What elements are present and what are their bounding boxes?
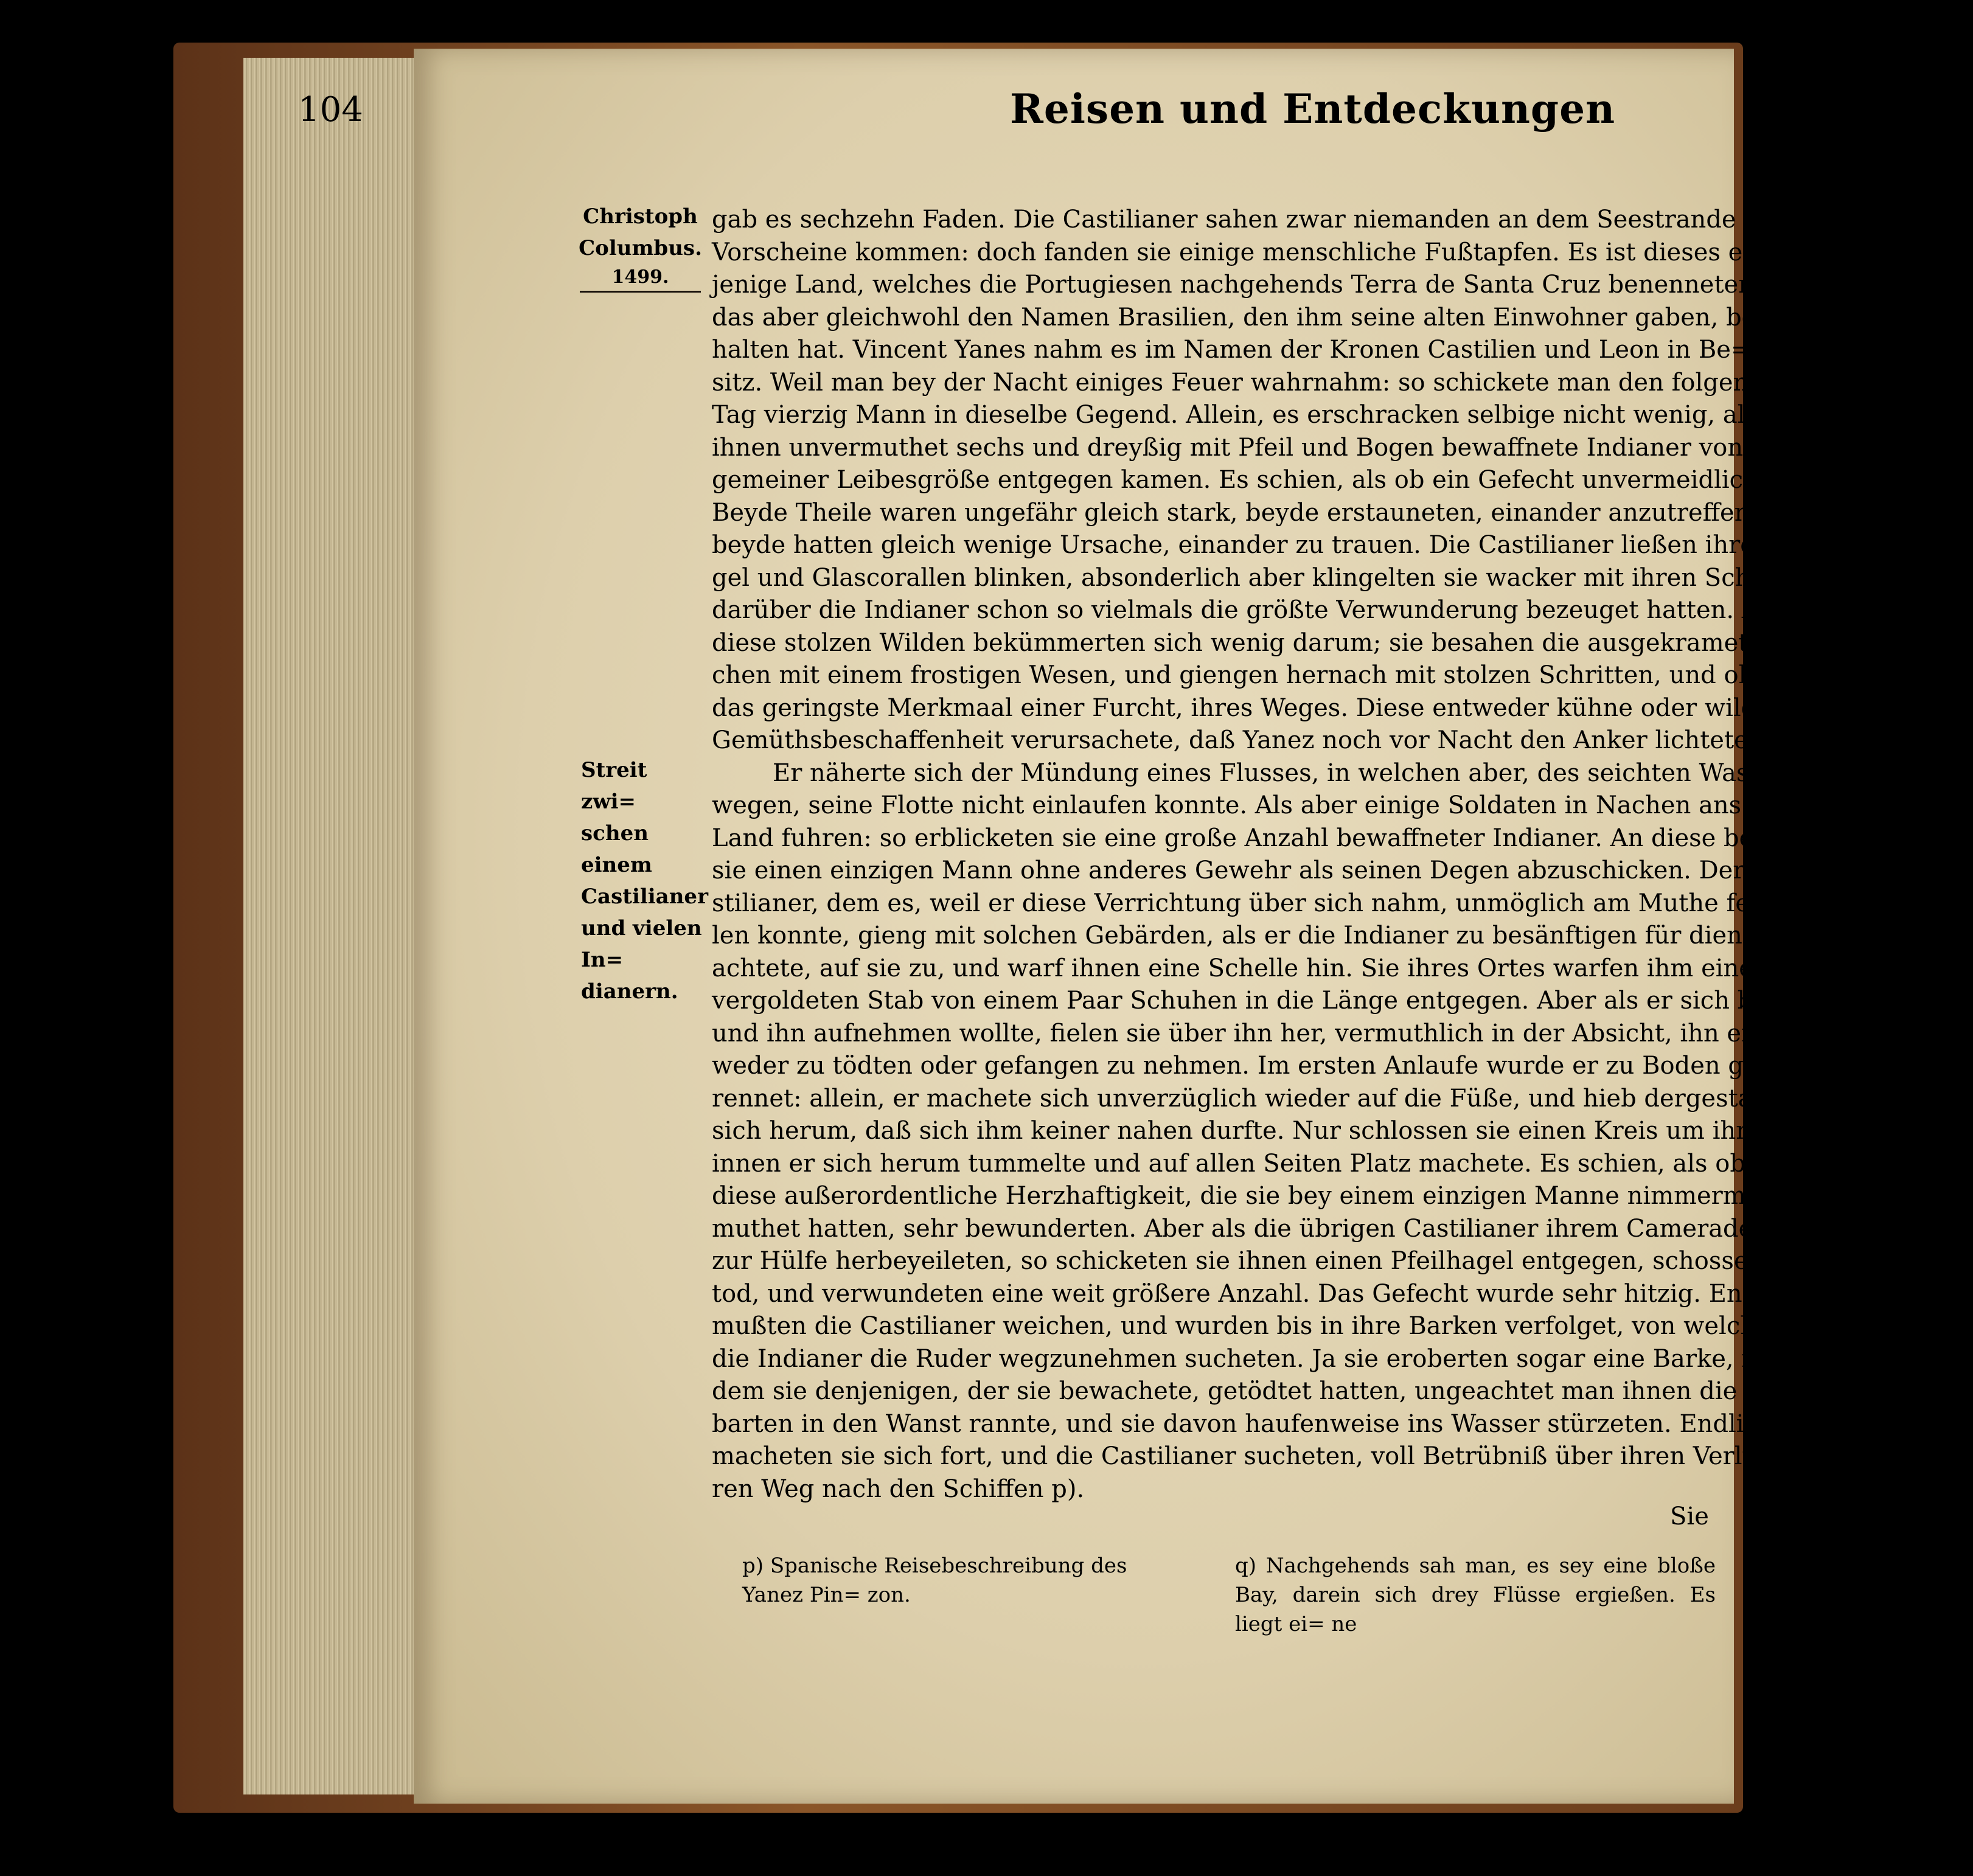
text-line: diese außerordentliche Herzhaftigkeit, die sie bey einem einzigen Manne nimmermehr ver= xyxy=(712,1182,1856,1210)
text-line: die Indianer die Ruder wegzunehmen sucheten. Ja sie eroberten sogar eine Barke, nach= xyxy=(712,1344,1822,1373)
margin-note-line: Columbus. xyxy=(579,236,702,260)
text-line: barten in den Wanst rannte, und sie davon haufenweise ins Wasser stürzeten. Endlich xyxy=(712,1409,1773,1438)
text-line: sich herum, daß sich ihm keiner nahen durfte. Nur schlossen sie einen Kreis um ihn, dar= xyxy=(712,1117,1829,1145)
margin-note-line: Castilianer xyxy=(581,884,708,909)
text-line: weder zu tödten oder gefangen zu nehmen. Im ersten Anlaufe wurde er zu Boden ge= xyxy=(712,1052,1779,1080)
text-line: Land fuhren: so erblicketen sie eine große Anzahl bewaffneter Indianer. An diese beschlossen xyxy=(712,824,1873,852)
text-line: sie einen einzigen Mann ohne anderes Gewehr als seinen Degen abzuschicken. Der Ca= xyxy=(712,856,1806,884)
text-line: zur Hülfe herbeyeileten, so schicketen sie ihnen einen Pfeilhagel entgegen, schossen acht bis zehn xyxy=(712,1247,1935,1275)
text-line: halten hat. Vincent Yanes nahm es im Namen der Kronen Castilien und Leon in Be= xyxy=(712,336,1752,364)
text-line: das aber gleichwohl den Namen Brasilien, den ihm seine alten Einwohner gaben, beybe= xyxy=(712,303,1820,332)
text-line: rennet: allein, er machete sich unverzüglich wieder auf die Füße, und hieb dergestalt um xyxy=(712,1084,1817,1113)
footnote-p: p) Spanische Reisebeschreibung des Yanez Pin= zon. xyxy=(742,1554,1127,1607)
text-line: chen mit einem frostigen Wesen, und giengen hernach mit stolzen Schritten, und ohne xyxy=(712,661,1784,689)
body-text xyxy=(712,204,1973,1506)
margin-note-line: und vielen In= xyxy=(581,916,702,972)
text-line: vergoldeten Stab von einem Paar Schuhen in die Länge entgegen. Aber als er sich bückete xyxy=(712,987,1836,1015)
margin-note-christoph xyxy=(575,201,706,293)
text-line: gel und Glascorallen blinken, absonderlich aber klingelten sie wacker mit ihren Schellen, xyxy=(712,563,1818,592)
margin-note-line: Streit zwi= xyxy=(581,758,647,814)
page-edges xyxy=(243,58,416,1794)
text-line: gemeiner Leibesgröße entgegen kamen. Es schien, als ob ein Gefecht unvermeidlich sey. xyxy=(712,466,1812,494)
text-line: wegen, seine Flotte nicht einlaufen konnte. Als aber einige Soldaten in Nachen ans xyxy=(712,791,1742,819)
text-line: innen er sich herum tummelte und auf allen Seiten Platz machete. Es schien, als ob sie xyxy=(712,1149,1788,1178)
margin-note-line: dianern. xyxy=(581,979,678,1004)
text-line: ihnen unvermuthet sechs und dreyßig mit Pfeil und Bogen bewaffnete Indianer von un= xyxy=(712,433,1803,462)
page-number: 104 xyxy=(298,90,363,130)
text-line: Gemüthsbeschaffenheit verursachete, daß Yanez noch vor Nacht den Anker lichtete. xyxy=(712,726,1756,754)
text-line: muthet hatten, sehr bewunderten. Aber als die übrigen Castilianer ihrem Cameraden xyxy=(712,1214,1769,1243)
text-line: stilianer, dem es, weil er diese Verrichtung über sich nahm, unmöglich am Muthe feh= xyxy=(712,889,1786,917)
text-line: beyde hatten gleich wenige Ursache, einander zu trauen. Die Castilianer ließen ihre Spie= xyxy=(712,531,1837,559)
text-line: Beyde Theile waren ungefähr gleich stark, beyde erstauneten, einander anzutreffen, und xyxy=(712,498,1813,527)
text-line: gab es sechzehn Faden. Die Castilianer sahen zwar niemanden an dem Seestrande zum xyxy=(712,206,1796,234)
margin-note-line: schen einem xyxy=(581,821,652,877)
text-line: Vorscheine kommen: doch fanden sie einige menschliche Fußtapfen. Es ist dieses eben das= xyxy=(712,238,1859,266)
text-line: len konnte, gieng mit solchen Gebärden, als er die Indianer zu besänftigen für dienlich er= xyxy=(712,922,1842,950)
text-line: ren Weg nach den Schiffen p). xyxy=(712,1475,1085,1503)
catchword: Sie xyxy=(1670,1503,1709,1530)
footnote-q: q) Nachgehends sah man, es sey eine bloße Bay, darein sich drey Flüsse ergießen. Es liegt ei= ne xyxy=(1235,1554,1716,1636)
margin-note-line: Christoph xyxy=(583,204,698,229)
text-line: dem sie denjenigen, der sie bewachete, getödtet hatten, ungeachtet man ihnen die Degen und Helle= xyxy=(712,1377,1973,1405)
text-line: sitz. Weil man bey der Nacht einiges Feuer wahrnahm: so schickete man den folgenden xyxy=(712,368,1795,397)
text-line: jenige Land, welches die Portugiesen nachgehends Terra de Santa Cruz benenneten, xyxy=(712,271,1762,299)
text-line: Er näherte sich der Mündung eines Flusses, in welchen aber, des seichten Wassers xyxy=(773,759,1800,787)
text-line: das geringste Merkmaal einer Furcht, ihres Weges. Diese entweder kühne oder wilde xyxy=(712,693,1771,722)
text-line: achtete, auf sie zu, und warf ihnen eine Schelle hin. Sie ihres Ortes warfen ihm einen xyxy=(712,954,1769,982)
text-line: mußten die Castilianer weichen, und wurden bis in ihre Barken verfolget, von welchen xyxy=(712,1312,1786,1340)
margin-note-streit xyxy=(581,754,708,1007)
text-line: und ihn aufnehmen wollte, fielen sie über ihn her, vermuthlich in der Absicht, ihn ent= xyxy=(712,1019,1787,1047)
running-head-title: Reisen und Entdeckungen xyxy=(1010,85,1616,133)
text-line: Tag vierzig Mann in dieselbe Gegend. Allein, es erschracken selbige nicht wenig, als xyxy=(712,401,1758,429)
text-line: macheten sie sich fort, und die Castilianer sucheten, voll Betrübniß über ihren Verlust, ih= xyxy=(712,1442,1840,1470)
text-line: tod, und verwundeten eine weit größere Anzahl. Das Gefecht wurde sehr hitzig. Endlich xyxy=(712,1279,1803,1308)
text-line: diese stolzen Wilden bekümmerten sich wenig darum; sie besahen die ausgekrameten Sa= xyxy=(712,628,1838,657)
text-line: darüber die Indianer schon so vielmals die größte Verwunderung bezeuget hatten. Allein, xyxy=(712,596,1821,624)
margin-note-year: 1499. xyxy=(580,264,701,293)
